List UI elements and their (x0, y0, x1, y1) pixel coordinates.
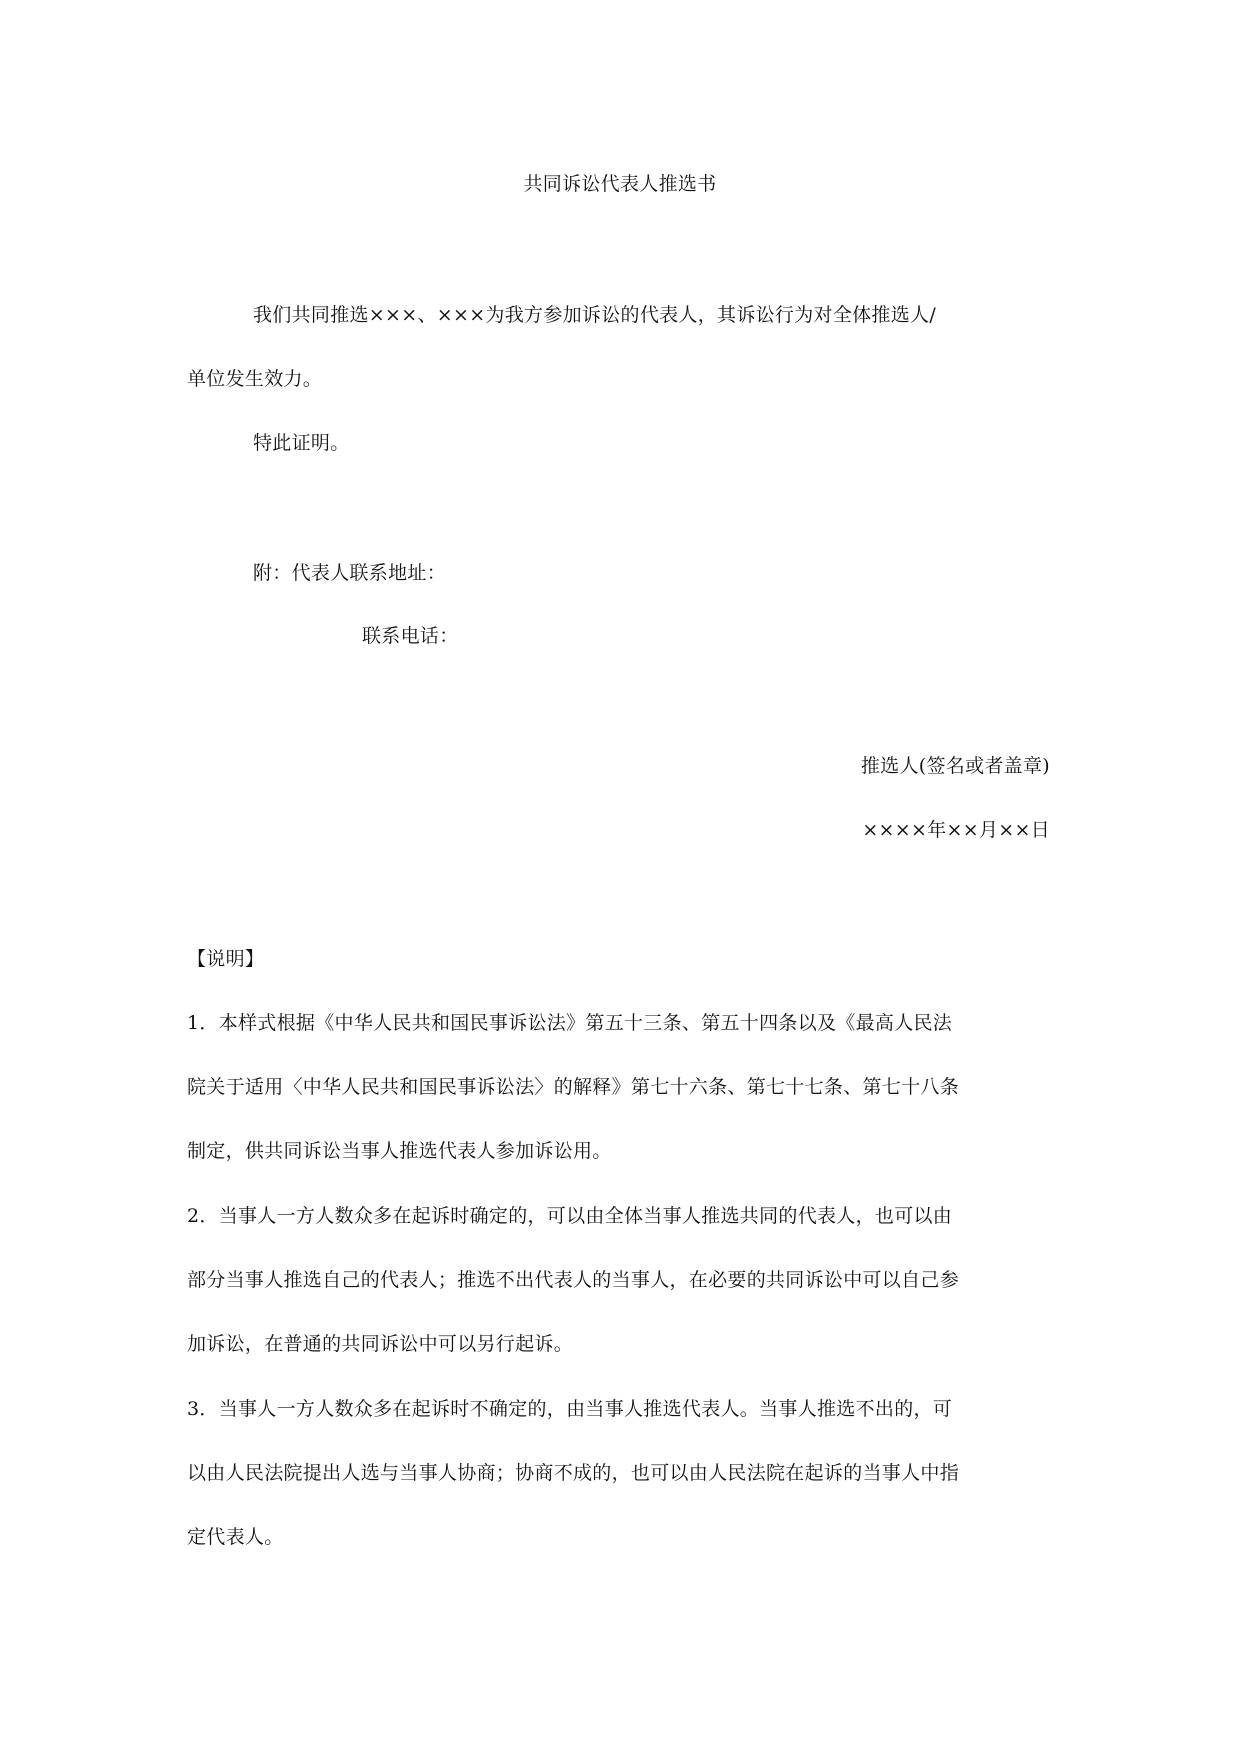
body-paragraph-2: 特此证明。 (253, 432, 350, 454)
body-paragraph-1-line-2: 单位发生效力。 (187, 368, 323, 390)
note-2-line-1: 2．当事人一方人数众多在起诉时确定的，可以由全体当事人推选共同的代表人，也可以由 (187, 1205, 953, 1227)
note-1-line-2: 院关于适用〈中华人民共和国民事诉讼法〉的解释》第七十六条、第七十七条、第七十八条 (187, 1076, 960, 1098)
signer-label: 推选人(签名或者盖章) (860, 755, 1050, 777)
attachment-address-label: 附：代表人联系地址： (253, 562, 447, 584)
note-1-line-1: 1．本样式根据《中华人民共和国民事诉讼法》第五十三条、第五十四条以及《最高人民法 (187, 1012, 953, 1034)
signature-date: ××××年××月××日 (862, 819, 1050, 841)
note-3-line-3: 定代表人。 (187, 1526, 284, 1548)
body-paragraph-1-line-1: 我们共同推选×××、×××为我方参加诉讼的代表人，其诉讼行为对全体推选人/ (253, 304, 937, 326)
note-3-line-1: 3．当事人一方人数众多在起诉时不确定的，由当事人推选代表人。当事人推选不出的，可 (187, 1398, 953, 1420)
note-2-line-3: 加诉讼，在普通的共同诉讼中可以另行起诉。 (187, 1333, 574, 1355)
attachment-phone-label: 联系电话： (362, 625, 459, 647)
note-1-line-3: 制定，供共同诉讼当事人推选代表人参加诉讼用。 (187, 1140, 612, 1162)
document-title: 共同诉讼代表人推选书 (523, 173, 717, 195)
note-2-line-2: 部分当事人推选自己的代表人；推选不出代表人的当事人，在必要的共同诉讼中可以自己参 (187, 1269, 960, 1291)
notes-heading: 【说明】 (187, 948, 265, 970)
note-3-line-2: 以由人民法院提出人选与当事人协商；协商不成的，也可以由人民法院在起诉的当事人中指 (187, 1462, 960, 1484)
